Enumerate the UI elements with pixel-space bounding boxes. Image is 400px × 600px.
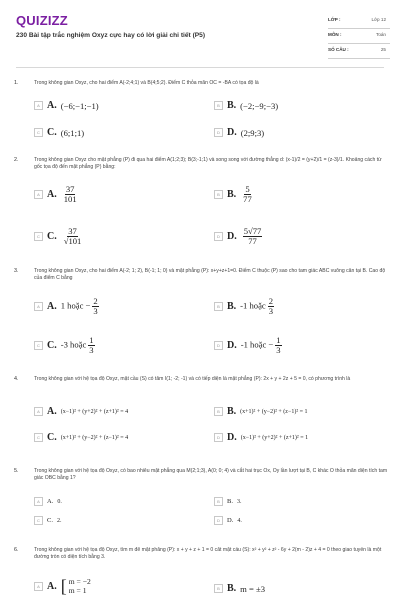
option-c[interactable]: C C. (x+1)² + (y−2)² + (z−1)² = 4 [34,432,128,443]
option-c[interactable]: C C. (6;1;1) [34,127,84,138]
question-5 [14,468,392,538]
question-1 [14,80,392,150]
question-text: Trong không gian với hệ tọa độ Oxyz, có bao nhiêu mặt phẳng qua M(2;1;3), A(0; 0; 4) và cắt hai trục Ox, Oy lần lượt tại B, C khác O thỏa mãn diện tích tam giác OBC bằng 1? [34,468,388,482]
question-6 [14,547,392,600]
page-title: 230 Bài tập trắc nghiệm Oxyz cực hay có lời giải chi tiết (P5) [16,32,206,39]
question-number: 2. [14,157,19,163]
option-c[interactable]: C C. 2. [34,516,61,525]
meta-table [328,14,390,59]
option-a[interactable]: A A. (x−1)² + (y+2)² + (z+1)² = 4 [34,406,128,417]
question-text: Trong không gian với hệ tọa độ Oxyz, mặt cầu (S) có tâm I(1; -2; -1) và có tiếp diện là mặt phẳng (P): 2x + y + 2z + 5 = 0, có phương trình là [34,376,351,382]
question-number: 1. [14,80,19,86]
header-divider [16,67,384,68]
question-text: Trong không gian Oxyz, cho hai điểm A(-2; 1; 2), B(-1; 1; 0) và mặt phẳng (P): x+y+z+1=0. Điểm C thuộc (P) sao cho tam giác ABC vuông cân tại B. Cao độ của điểm C bằng [34,268,386,282]
question-text: Trong không gian Oxyz, cho hai điểm A(-2;4;1) và B(4;5;2). Điểm C thỏa mãn OC = -BA có tọa độ là [34,80,259,86]
question-4 [14,376,392,456]
question-2 [14,157,392,262]
option-d[interactable]: D D. (x−1)² + (y+2)² + (z+1)² = 1 [214,432,308,443]
option-d[interactable]: D D. 4. [214,516,242,525]
option-b[interactable]: B B. 3. [214,497,241,506]
option-c[interactable]: C C. -3 hoặc $\frac{1}{3}$ [34,336,97,355]
option-a[interactable]: A A. $\frac{37}{101}$ [34,185,80,204]
meta-row-count: SỐ CÂU : 25 [328,44,390,59]
option-a[interactable]: A A. 1 hoặc − $\frac{2}{3}$ [34,297,101,316]
option-b[interactable]: B B. $\frac{5}{77}$ [214,185,255,204]
question-number: 5. [14,468,19,474]
quizizz-logo: QUIZIZZ [16,13,68,28]
brace-glyph: [ [60,576,67,596]
option-d[interactable]: D D. -1 hoặc − $\frac{1}{3}$ [214,336,284,355]
option-a[interactable]: A A. 0. [34,497,62,506]
question-text: Trong không gian với hệ tọa độ Oxyz, tìm m để mặt phẳng (P): x + y + z + 1 = 0 cắt mặt cầu (S): x² + y² + z² - 6y + 2(m - 2)z + 4 = 0 theo giao tuyến là một đường tròn có diện tích bằng 3. [34,547,382,561]
option-d[interactable]: D D. $\frac{5√77}{77}$ [214,227,264,246]
option-b[interactable]: B B. (x+1)² + (y−2)² + (z−1)² = 1 [214,406,308,417]
question-number: 3. [14,268,19,274]
option-c[interactable]: C C. $\frac{37}{√101}$ [34,227,84,246]
question-text: Trong không gian Oxyz cho mặt phẳng (P) đi qua hai điểm A(1;2;3); B(3;-1;1) và song song với đường thẳng d: (x-1)/2 = (y+2)/1 = (z-3)/1. Khoảng cách từ gốc tọa độ đến mặt phẳng (P) bằng: [34,157,382,171]
header [0,0,400,66]
question-number: 4. [14,376,19,382]
option-a[interactable]: A A. [ m = −2 m = 1 [34,577,91,595]
question-3 [14,268,392,368]
option-b[interactable]: B B. (−2;−9;−3) [214,100,278,111]
option-d[interactable]: D D. (2;9;3) [214,127,264,138]
meta-row-class: LỚP : Lớp 12 [328,14,390,29]
option-a[interactable]: A A. (−6;−1;−1) [34,100,99,111]
meta-row-subject: MÔN : Toán [328,29,390,44]
option-b[interactable]: B B. m = ±3 [214,583,265,594]
question-number: 6. [14,547,19,553]
option-b[interactable]: B B. -1 hoặc $\frac{2}{3}$ [214,297,276,316]
